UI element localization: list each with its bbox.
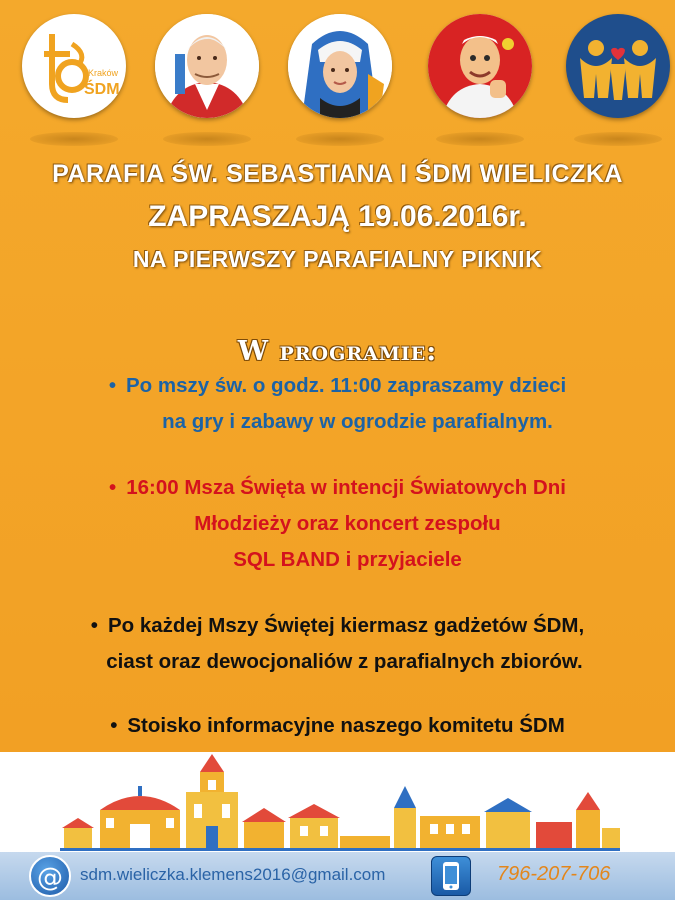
program-item-stand: [0, 708, 675, 744]
bullet: •: [110, 714, 118, 737]
program-title: W programie:: [237, 336, 438, 367]
program-item-text: 16:00 Msza Święta w intencji Światowych Dni: [126, 476, 566, 499]
st-faustina-portrait: [288, 14, 392, 118]
town-skyline: [0, 752, 675, 852]
portrait-shadow: [163, 132, 251, 146]
program-item-line: SQL BAND i przyjaciele: [233, 548, 462, 571]
skyline-graphic: [0, 752, 675, 852]
logo-sdm-text: ŚDM: [84, 81, 120, 98]
program-item-line: Młodzieży oraz koncert zespołu: [194, 512, 501, 535]
program-item-fair: [0, 608, 675, 680]
pope-portrait: [428, 14, 532, 118]
organizer-line: PARAFIA ŚW. SEBASTIANA I ŚDM WIELICZKA: [52, 160, 623, 188]
phone-number[interactable]: 796-207-706: [497, 863, 611, 885]
logo-row: [0, 14, 675, 144]
portrait-graphic: [288, 14, 392, 118]
program-item-line: ciast oraz dewocjonaliów z parafialnych zbiorów.: [106, 650, 583, 673]
logo-shadow: [574, 132, 662, 146]
sdm-krakow-logo-graphic: [22, 14, 126, 118]
logo-city-text: Kraków: [88, 68, 119, 78]
phone-icon-graphic: [432, 857, 470, 895]
portrait-shadow: [436, 132, 524, 146]
program-item-line: [0, 608, 675, 644]
bullet: •: [109, 476, 117, 499]
phone-icon: [431, 856, 471, 896]
portrait-graphic: [155, 14, 259, 118]
program-item-line: [0, 368, 675, 404]
program-item-text: Po mszy św. o godz. 11:00 zapraszamy dzieci: [126, 374, 567, 397]
bullet: •: [90, 614, 98, 637]
portrait-shadow: [296, 132, 384, 146]
program-item-line: [0, 708, 675, 744]
contact-bar: [0, 852, 675, 900]
logo-shadow: [30, 132, 118, 146]
three-figures-logo: [566, 14, 670, 118]
email-icon: @: [29, 855, 71, 897]
program-item-text: Stoisko informacyjne naszego komitetu ŚDM: [127, 714, 565, 737]
figures-graphic: [566, 14, 670, 118]
bullet: •: [108, 374, 116, 397]
program-item-kids: [0, 368, 675, 440]
john-paul-ii-portrait: [155, 14, 259, 118]
program-item-mass: [0, 470, 675, 578]
program-item-text: Po każdej Mszy Świętej kiermasz gadżetów ŚDM,: [107, 614, 585, 637]
event-name-line: NA PIERWSZY PARAFIALNY PIKNIK: [132, 246, 543, 272]
invitation-date-line: ZAPRASZAJĄ 19.06.2016r.: [148, 200, 527, 233]
program-item-line: na gry i zabawy w ogrodzie parafialnym.: [162, 410, 553, 433]
sdm-krakow-logo: [22, 14, 126, 118]
email-address[interactable]: sdm.wieliczka.klemens2016@gmail.com: [80, 865, 386, 884]
portrait-graphic: [428, 14, 532, 118]
program-item-line: [0, 470, 675, 506]
